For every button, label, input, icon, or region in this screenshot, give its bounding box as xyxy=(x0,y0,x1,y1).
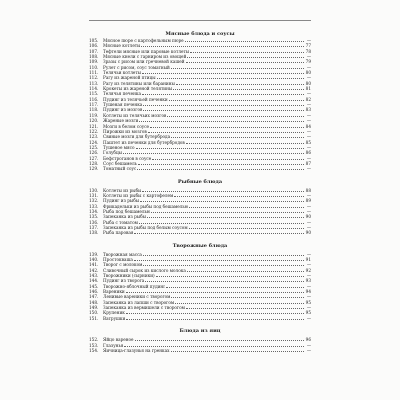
entry-number: 111. xyxy=(89,70,99,76)
entry-title: Яичница-глазунья на гренках xyxy=(103,347,170,353)
entry-number: 118. xyxy=(89,107,99,113)
toc-entry xyxy=(89,230,311,235)
dot-leader xyxy=(187,57,304,58)
entry-page-number: — xyxy=(306,75,311,81)
dot-leader xyxy=(136,148,304,149)
dot-leader xyxy=(175,303,304,304)
entry-number: 127. xyxy=(89,155,99,161)
entry-title: Ватрушки xyxy=(103,315,126,321)
table-of-contents xyxy=(89,30,311,353)
section-title: Творожные блюда xyxy=(172,242,228,249)
entry-page-number: — xyxy=(306,192,311,198)
entry-number: 149. xyxy=(89,305,99,311)
section-title: Рыбные блюда xyxy=(177,178,223,185)
entry-title: Тушеная печенка xyxy=(103,102,143,108)
toc-entry xyxy=(89,316,311,321)
entry-page-number: — xyxy=(306,283,311,289)
entry-number: 129. xyxy=(89,166,99,172)
entry-title: Творожники (сырники) xyxy=(103,273,155,279)
dot-leader xyxy=(138,164,304,165)
entry-page-number: 95 xyxy=(305,299,311,305)
entry-title: Рыба с томатом xyxy=(103,219,138,225)
entry-title: Бефстроганов в соусе xyxy=(103,155,152,161)
entry-page-number: 80 xyxy=(305,70,311,76)
dot-leader xyxy=(139,121,304,122)
entry-page-number: 94 xyxy=(305,289,311,295)
dot-leader xyxy=(143,265,304,266)
entry-number: 121. xyxy=(89,123,99,129)
dot-leader xyxy=(123,153,304,154)
entry-title: Рагу из телятины или баранины xyxy=(103,80,175,86)
entry-title: Свиные мозги для бутерброда xyxy=(103,134,171,140)
entry-title: Мясные котлеты xyxy=(103,43,141,49)
entry-page-number: — xyxy=(306,102,311,108)
entry-page-number: 92 xyxy=(305,267,311,273)
entry-page-number: — xyxy=(306,91,311,97)
dot-leader xyxy=(142,191,304,192)
entry-title: Жареные мозги xyxy=(103,118,139,124)
toc-entry xyxy=(89,348,311,353)
dot-leader xyxy=(171,68,304,69)
entry-page-number: 93 xyxy=(305,278,311,284)
entry-page-number: — xyxy=(306,155,311,161)
toc-entry xyxy=(89,166,311,171)
entry-number: 143. xyxy=(89,273,99,279)
dot-leader xyxy=(148,132,304,133)
section-title: Мясные блюда и соусы xyxy=(165,31,235,37)
dot-leader xyxy=(187,271,304,272)
dot-leader xyxy=(186,62,304,63)
entry-page-number: 80 xyxy=(305,80,311,86)
dot-leader xyxy=(140,201,304,202)
entry-title: Соус бешамель xyxy=(103,160,137,166)
entry-title: Мозги в белом соусе xyxy=(103,123,150,129)
entry-number: 115. xyxy=(89,91,99,97)
entry-page-number: 83 xyxy=(305,107,311,113)
entry-number: 132. xyxy=(89,198,99,204)
entry-page-number: — xyxy=(306,294,311,300)
entry-number: 145. xyxy=(89,283,99,289)
dot-leader xyxy=(171,297,304,298)
entry-number: 125. xyxy=(89,144,99,150)
entry-title: Котлеты из рыбы с картофелем xyxy=(103,192,174,198)
entry-title: Паштет из печенки для бутербродов xyxy=(103,139,185,145)
dot-leader xyxy=(174,196,304,197)
entry-title: Зразы с рисом или гречневой кашей xyxy=(103,59,185,65)
entry-page-number: 78 xyxy=(305,48,311,54)
entry-number: 107. xyxy=(89,48,99,54)
section-title: Блюда из яиц xyxy=(179,328,221,335)
entry-page-number: 79 xyxy=(305,59,311,65)
entry-page-number: — xyxy=(306,342,311,348)
entry-number: 133. xyxy=(89,203,99,209)
entry-page-number: 89 xyxy=(305,198,311,204)
entry-number: 110. xyxy=(89,64,99,70)
entry-number: 150. xyxy=(89,310,99,316)
dot-leader xyxy=(124,346,304,347)
entry-number: 136. xyxy=(89,219,99,225)
entry-title: Телячья печенка xyxy=(103,91,142,97)
entry-title: Запеканка из рыбы под белым соусом xyxy=(103,225,188,230)
entry-page-number: — xyxy=(306,262,311,268)
dot-leader xyxy=(141,46,304,47)
entry-page-number: — xyxy=(306,208,311,214)
entry-number: 152. xyxy=(89,337,99,343)
entry-title: Крокеты из жареной телятины xyxy=(103,86,173,92)
entry-title: Крупеник xyxy=(103,310,125,316)
dot-leader xyxy=(186,308,304,309)
entry-page-number: 84 xyxy=(305,123,311,129)
entry-number: 119. xyxy=(89,112,99,118)
entry-number: 138. xyxy=(89,230,99,236)
dot-leader xyxy=(167,116,304,117)
dot-leader xyxy=(147,217,304,218)
entry-page-number: — xyxy=(306,144,311,150)
dot-leader xyxy=(126,313,304,314)
entry-title: Запеканка из рыбы xyxy=(103,214,146,220)
entry-number: 124. xyxy=(89,139,99,145)
dot-leader xyxy=(134,233,304,234)
entry-number: 120. xyxy=(89,118,99,124)
entry-number: 112. xyxy=(89,75,99,81)
entry-page-number: — xyxy=(306,203,311,209)
entry-number: 131. xyxy=(89,192,99,198)
entry-number: 130. xyxy=(89,187,99,193)
entry-title: Пудинг из мозгов xyxy=(103,107,143,113)
dot-leader xyxy=(156,276,304,277)
entry-page-number: — xyxy=(306,64,311,70)
dot-leader xyxy=(186,143,304,144)
entry-page-number: 96 xyxy=(305,337,311,343)
entry-title: Пудинг из телячьей печенки xyxy=(103,96,168,102)
entry-page-number: — xyxy=(306,54,311,60)
entry-number: 116. xyxy=(89,96,99,102)
entry-page-number: 91 xyxy=(305,257,311,263)
entry-page-number: — xyxy=(306,219,311,225)
entry-page-number: — xyxy=(306,273,311,279)
dot-leader xyxy=(151,212,304,213)
entry-number: 126. xyxy=(89,150,99,156)
dot-leader xyxy=(143,255,304,256)
entry-page-number: — xyxy=(306,166,311,172)
entry-title: Фрикадельки из рыбы под бешамелью xyxy=(103,203,189,209)
dot-leader xyxy=(169,100,304,101)
entry-page-number: 88 xyxy=(305,187,311,193)
entry-page-number: — xyxy=(306,347,311,353)
entry-number: 144. xyxy=(89,278,99,284)
entry-title: Пудинг из рыбы xyxy=(103,198,140,204)
entry-title: Творожная масса xyxy=(103,251,142,257)
entry-number: 139. xyxy=(89,251,99,257)
dot-leader xyxy=(176,84,304,85)
entry-number: 146. xyxy=(89,289,99,295)
entry-number: 140. xyxy=(89,257,99,263)
entry-title: Тушеное мясо xyxy=(103,144,135,150)
entry-title: Ленивые вареники с творогом xyxy=(103,294,171,300)
entry-number: 148. xyxy=(89,299,99,305)
entry-number: 141. xyxy=(89,262,99,268)
entry-number: 105. xyxy=(89,38,99,43)
entry-number: 151. xyxy=(89,315,99,321)
entry-number: 135. xyxy=(89,214,99,220)
entry-title: Рулет с рисом, соус томатный xyxy=(103,64,170,70)
entry-number: 123. xyxy=(89,134,99,140)
entry-number: 154. xyxy=(89,347,99,353)
entry-page-number: — xyxy=(306,112,311,118)
entry-title: Пудинг из творога xyxy=(103,278,145,284)
entry-number: 128. xyxy=(89,160,99,166)
entry-title: Мясные кнели с гарниром из овощей xyxy=(103,54,187,60)
entry-title: Запеканка из вермишели с творогом xyxy=(103,305,185,311)
entry-page-number: — xyxy=(306,118,311,124)
entry-number: 114. xyxy=(89,86,99,92)
dot-leader xyxy=(145,281,304,282)
entry-page-number: 82 xyxy=(305,96,311,102)
entry-title: Мясное пюре с картофельным пюре xyxy=(103,38,184,43)
dot-leader xyxy=(157,78,304,79)
dot-leader xyxy=(189,207,304,208)
entry-title: Томатный соус xyxy=(103,166,137,172)
entry-title: Рыба паровая xyxy=(103,230,134,236)
entry-page-number: — xyxy=(306,128,311,134)
dot-leader xyxy=(173,89,304,90)
entry-title: Телячьи котлеты xyxy=(103,70,141,76)
entry-title: Котлеты из телячьих мозгов xyxy=(103,112,167,118)
dot-leader xyxy=(143,110,304,111)
dot-leader xyxy=(142,94,304,95)
entry-title: Запеканка из лапши с творогом xyxy=(103,299,175,305)
entry-title: Котлеты из рыбы xyxy=(103,187,142,193)
entry-number: 134. xyxy=(89,208,99,214)
dot-leader xyxy=(139,223,304,224)
entry-page-number: 90 xyxy=(305,230,311,236)
entry-page-number: 95 xyxy=(305,310,311,316)
entry-page-number: 86 xyxy=(305,150,311,156)
entry-title: Сливочный сырок из кислого молока xyxy=(103,267,186,273)
entry-page-number: — xyxy=(306,315,311,321)
entry-number: 113. xyxy=(89,80,99,86)
dot-leader xyxy=(142,73,304,74)
entry-number: 108. xyxy=(89,54,99,60)
entry-title: Глазунья xyxy=(103,342,124,348)
entry-page-number: — xyxy=(306,38,311,43)
entry-title: Рагу из жареной птицы xyxy=(103,75,156,81)
dot-leader xyxy=(185,41,304,42)
entry-title: Пирожки из мозгов xyxy=(103,128,147,134)
entry-number: 147. xyxy=(89,294,99,300)
dot-leader xyxy=(189,228,304,229)
entry-title: Творожно-яблочный пудинг xyxy=(103,283,166,289)
dot-leader xyxy=(190,52,304,53)
entry-page-number: 85 xyxy=(305,139,311,145)
entry-title: Тефтели мясные или паровые котлеты xyxy=(103,48,190,54)
dot-leader xyxy=(171,351,304,352)
dot-leader xyxy=(126,292,304,293)
entry-page-number: — xyxy=(306,251,311,257)
entry-number: 109. xyxy=(89,59,99,65)
entry-number: 117. xyxy=(89,102,99,108)
entry-title: Яйцо вареное xyxy=(103,337,134,343)
entry-page-number: 77 xyxy=(305,43,311,49)
entry-page-number: — xyxy=(306,134,311,140)
entry-number: 137. xyxy=(89,225,99,230)
entry-page-number: 90 xyxy=(305,214,311,220)
dot-leader xyxy=(134,260,304,261)
top-rule xyxy=(89,20,311,21)
dot-leader xyxy=(166,287,304,288)
entry-page-number: 87 xyxy=(305,160,311,166)
entry-title: Творог с молоком xyxy=(103,262,143,268)
entry-page-number: — xyxy=(306,225,311,230)
dot-leader xyxy=(171,137,304,138)
entry-number: 142. xyxy=(89,267,99,273)
dot-leader xyxy=(135,340,304,341)
entry-number: 106. xyxy=(89,43,99,49)
entry-title: Голубцы xyxy=(103,150,122,156)
dot-leader xyxy=(150,127,304,128)
entry-title: Вареники xyxy=(103,289,125,295)
dot-leader xyxy=(152,159,304,160)
entry-number: 122. xyxy=(89,128,99,134)
entry-page-number: 81 xyxy=(305,86,311,92)
entry-title: Рыба под бешамелью xyxy=(103,208,151,214)
dot-leader xyxy=(137,169,304,170)
entry-title: Простокваша xyxy=(103,257,133,263)
dot-leader xyxy=(126,319,304,320)
dot-leader xyxy=(143,105,304,106)
entry-number: 153. xyxy=(89,342,99,348)
entry-page-number: — xyxy=(306,305,311,311)
